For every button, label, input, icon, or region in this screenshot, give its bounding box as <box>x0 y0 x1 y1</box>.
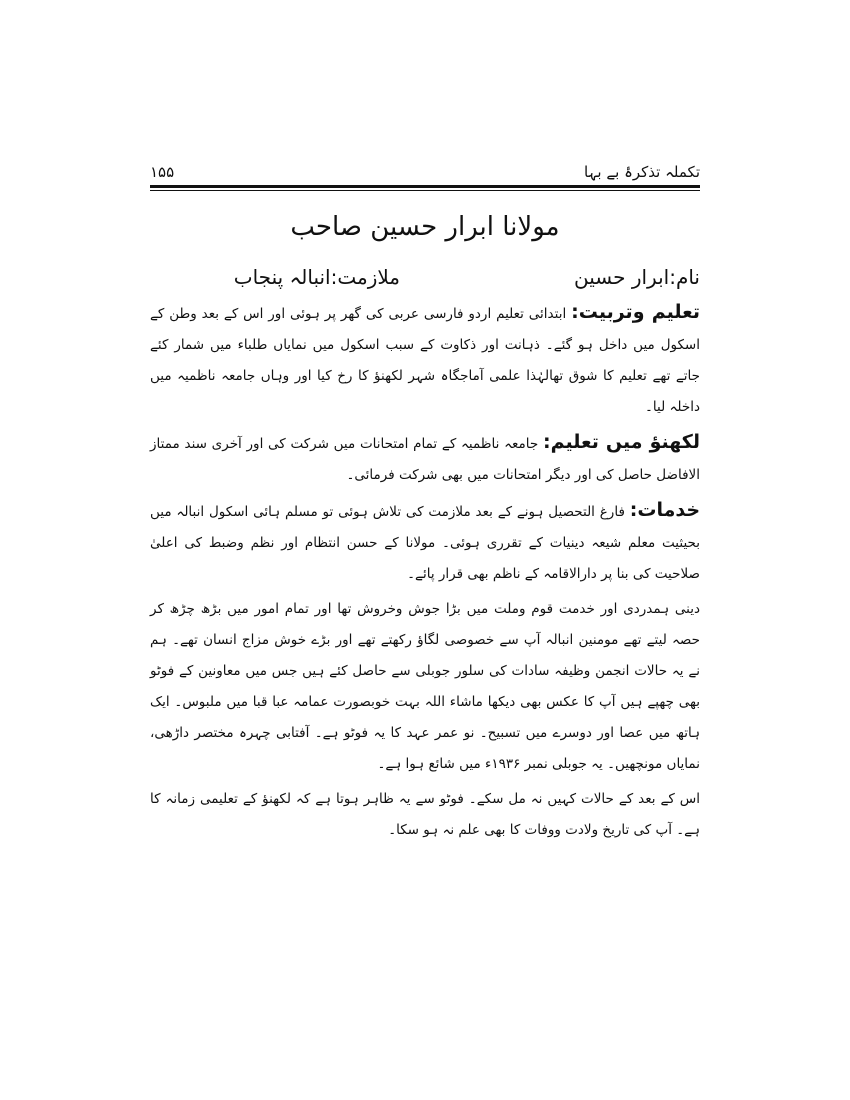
paragraph-community <box>150 594 700 780</box>
article-body <box>150 205 700 850</box>
running-header <box>150 162 700 184</box>
section-heading-education: تعلیم وتربیت: <box>571 301 700 323</box>
employment-field: ملازمت:انبالہ پنجاب <box>233 265 400 289</box>
header-rule-thick <box>150 185 700 188</box>
page-number: ۱۵۵ <box>150 163 175 181</box>
section-text-later-life: اس کے بعد کے حالات کہیں نہ مل سکے۔ فوٹو سے یہ ظاہر ہوتا ہے کہ لکھنؤ کے تعلیمی زمانہ کا ہے۔ آپ کی تاریخ ولادت ووفات کا بھی علم نہ ہو سکا۔ <box>150 791 700 838</box>
paragraph-later-life <box>150 784 700 846</box>
header-rule-thin <box>150 190 700 191</box>
section-text-community: دینی ہمدردی اور خدمت قوم وملت میں بڑا جوش وخروش تھا اور تمام امور میں بڑھ چڑھ کر حصہ لیتے تھے مومنین انبالہ آپ سے خصوصی لگاؤ رکھتے تھے اور بڑے خوش مزاج انسان تھے۔ ہم نے یہ حالات انجمن وظیفہ سادات کی سلور جوبلی سے حاصل کئے ہیں جس میں معاونین کے فوٹو بھی چھپے ہیں آپ کا عکس بھی دیکھا ماشاء اللہ بہت خوبصورت عمامہ عبا قبا میں ملبوس۔ ایک ہاتھ میں عصا اور دوسرے میں تسبیح۔ نو عمر عہد کا یہ فوٹو ہے۔ آفتابی چہرہ مختصر داڑھی، نمایاں مونچھیں۔ یہ جوبلی نمبر ۱۹۳۶ء میں شائع ہوا ہے۔ <box>150 601 700 772</box>
section-text-education: ابتدائی تعلیم اردو فارسی عربی کی گھر پر ہوئی اور اس کے بعد وطن کے اسکول میں داخل ہو گئے۔ ذہانت اور ذکاوت کے سبب اسکول میں نمایاں طلباء میں شمار کئے جاتے تھے تعلیم کا شوق تھالہٰذا علمی آماجگاہ شہر لکھنؤ کا رخ کیا اور وہاں جامعہ ناظمیہ میں داخلہ لیا۔ <box>150 306 700 415</box>
section-heading-lucknow: لکھنؤ میں تعلیم: <box>542 431 700 453</box>
paragraph-lucknow <box>150 427 700 491</box>
section-text-services: فارغ التحصیل ہونے کے بعد ملازمت کی تلاش ہوئی تو مسلم ہائی اسکول انبالہ میں بحیثیت معلم شیعہ دینیات کے تقرری ہوئی۔ مولانا کے حسن انتظام اور نظم وضبط کی اعلیٰ صلاحیت کی بنا پر دارالاقامہ کے ناظم بھی قرار پائے۔ <box>150 504 700 582</box>
section-text-lucknow: جامعہ ناظمیہ کے تمام امتحانات میں شرکت کی اور آخری سند ممتاز الافاضل حاصل کی اور دیگر امتحانات میں بھی شرکت فرمائی۔ <box>150 436 700 483</box>
paragraph-education <box>150 297 700 423</box>
paragraph-services <box>150 495 700 590</box>
name-field: نام:ابرار حسین <box>574 265 700 289</box>
running-header-title: تکملہ تذکرۂ بے بہا <box>584 163 700 181</box>
article-title: مولانا ابرار حسین صاحب <box>290 212 560 242</box>
section-heading-services: خدمات: <box>629 499 701 521</box>
info-row <box>150 257 700 297</box>
